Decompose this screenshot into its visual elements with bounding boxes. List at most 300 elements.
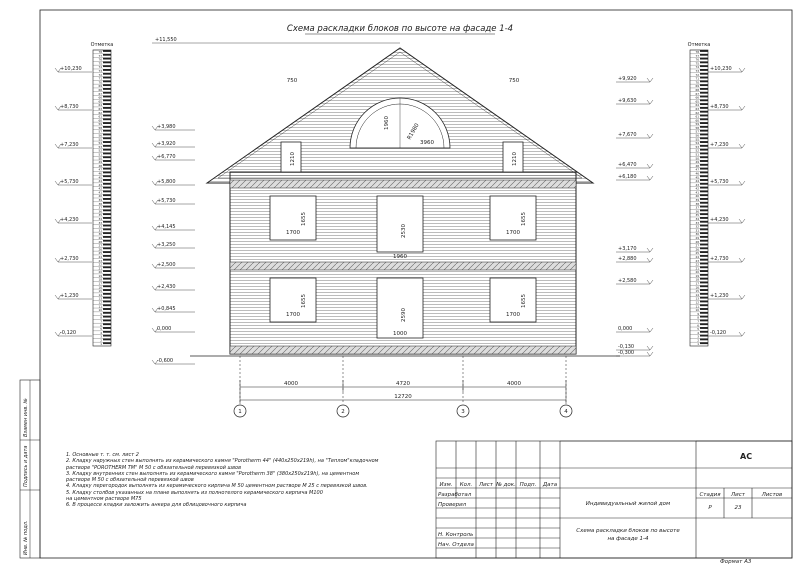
course-number: 66 <box>695 95 699 100</box>
course-number: 15 <box>695 289 699 294</box>
axis-label-4: 4 <box>564 409 568 415</box>
course-number: 47 <box>695 167 699 172</box>
course-block <box>700 232 708 234</box>
course-number: 67 <box>98 91 102 96</box>
course-block <box>103 335 111 337</box>
level-marks-right-outer <box>708 66 745 336</box>
dim-1655-b: 1655 <box>521 212 527 226</box>
course-block <box>700 297 708 299</box>
course-number: 34 <box>98 217 102 222</box>
note-line: на цементном растворе М75 <box>66 496 142 503</box>
level-mark: +5,730 <box>60 179 79 185</box>
dim-4000-left: 4000 <box>284 381 298 387</box>
level-marks-right-inner <box>616 76 653 356</box>
course-number: 28 <box>695 239 699 244</box>
course-block <box>700 80 708 82</box>
course-block <box>700 171 708 173</box>
course-number: 45 <box>695 175 699 180</box>
tb-header-3: № док. <box>496 482 516 488</box>
course-block <box>103 54 111 56</box>
course-number: 16 <box>98 285 102 290</box>
course-number: 12 <box>98 300 102 305</box>
course-block <box>700 319 708 321</box>
tb-role-3: Н. Контроль <box>438 532 474 538</box>
level-mark: +2,730 <box>710 256 729 262</box>
course-number: 2 <box>697 338 699 343</box>
course-block <box>103 300 111 302</box>
course-block <box>700 122 708 124</box>
course-block <box>103 297 111 299</box>
course-number: 26 <box>695 247 699 252</box>
course-block <box>700 118 708 120</box>
course-block <box>103 308 111 310</box>
course-number: 50 <box>695 156 699 161</box>
dim-1960-arch: 1960 <box>384 116 390 130</box>
course-number: 38 <box>98 201 102 206</box>
course-block <box>103 65 111 67</box>
course-block <box>700 289 708 291</box>
scale-right-header: Отметка <box>687 42 711 48</box>
note-line: 4. Кладку перегородок выполнять из керамического кирпича М 50 цементном растворе М 25 с перевязкой швов. <box>66 483 368 490</box>
course-number: 39 <box>98 198 102 203</box>
tb-role-0: Разработал <box>438 492 472 498</box>
course-number: 44 <box>98 179 102 184</box>
course-number: 60 <box>98 118 102 123</box>
course-number: 41 <box>98 190 102 195</box>
course-number: 56 <box>695 133 699 138</box>
course-block <box>700 84 708 86</box>
course-block <box>103 77 111 79</box>
level-mark: +10,230 <box>60 66 82 72</box>
course-block <box>700 111 708 113</box>
level-mark: -0,600 <box>157 358 174 364</box>
course-number: 76 <box>695 57 699 62</box>
course-block <box>103 156 111 158</box>
dim-r1980: R1980 <box>406 122 421 141</box>
course-number: 27 <box>98 243 102 248</box>
course-block <box>700 285 708 287</box>
course-number: 13 <box>695 296 699 301</box>
course-number: 8 <box>100 315 102 320</box>
dim-1700-b: 1700 <box>506 230 520 236</box>
course-block <box>103 316 111 318</box>
course-block <box>700 141 708 143</box>
course-block <box>700 240 708 242</box>
course-block <box>700 194 708 196</box>
level-marks-left-inner <box>152 124 195 364</box>
course-number: 16 <box>695 285 699 290</box>
course-block <box>700 156 708 158</box>
course-number: 11 <box>695 304 699 309</box>
course-block <box>700 183 708 185</box>
course-number: 71 <box>98 76 102 81</box>
course-block <box>103 263 111 265</box>
course-number: 7 <box>100 319 102 324</box>
tb-stage: Р <box>708 505 712 511</box>
course-block <box>700 69 708 71</box>
side-stamp-signature: Подпись и дата <box>23 445 29 487</box>
course-number: 46 <box>695 171 699 176</box>
course-block <box>700 244 708 246</box>
tb-sheets-label: Листов <box>761 492 783 498</box>
course-number: 54 <box>695 141 699 146</box>
level-mark: -0,120 <box>60 330 77 336</box>
course-block <box>700 217 708 219</box>
course-number: 23 <box>695 258 699 263</box>
course-block <box>700 274 708 276</box>
course-block <box>700 316 708 318</box>
course-block <box>103 259 111 261</box>
note-line: 5. Кладку столбов указанных на плане выполнять из полнотелого керамического кирпича М100 <box>66 489 323 496</box>
course-number: 34 <box>695 217 699 222</box>
course-block <box>103 331 111 333</box>
course-block <box>103 319 111 321</box>
course-block <box>103 88 111 90</box>
course-block <box>103 164 111 166</box>
course-number: 73 <box>695 69 699 74</box>
course-number: 30 <box>98 232 102 237</box>
course-block <box>103 312 111 314</box>
course-number: 67 <box>695 91 699 96</box>
course-number: 64 <box>98 103 102 108</box>
course-number: 78 <box>695 50 699 55</box>
course-number: 35 <box>98 213 102 218</box>
course-number: 52 <box>695 148 699 153</box>
course-number: 8 <box>697 315 699 320</box>
course-number: 46 <box>98 171 102 176</box>
level-mark: +3,170 <box>618 246 637 252</box>
level-mark: +1,230 <box>60 293 79 299</box>
level-mark: -0,120 <box>710 330 727 336</box>
tb-header-4: Подп. <box>519 482 537 488</box>
level-mark: +8,730 <box>710 104 729 110</box>
course-block <box>700 115 708 117</box>
course-block <box>700 54 708 56</box>
course-block <box>700 187 708 189</box>
tb-role-1: Проверил <box>438 502 467 508</box>
course-block <box>700 278 708 280</box>
course-number: 37 <box>695 205 699 210</box>
note-line: растворе М 50 с обязательной перевязкой швов <box>66 477 194 484</box>
course-block <box>700 65 708 67</box>
course-block <box>700 259 708 261</box>
course-block <box>700 312 708 314</box>
course-number: 14 <box>695 292 699 297</box>
dim-1700-d: 1700 <box>506 312 520 318</box>
course-number: 72 <box>695 72 699 77</box>
course-block <box>700 251 708 253</box>
level-mark: +7,670 <box>618 132 637 138</box>
course-number: 3 <box>697 334 699 339</box>
note-line: 3. Кладку внутренних стен выполнять из керамического камня "Porotherm 38" (380х250х219h), на цементном <box>66 470 360 477</box>
dim-2530: 2530 <box>401 224 407 238</box>
course-block <box>700 266 708 268</box>
course-block <box>103 255 111 257</box>
level-mark: +4,230 <box>60 217 79 223</box>
note-line: 6. В процессе кладки заложить анкера для облицовочного кирпича <box>66 502 247 509</box>
course-block <box>700 61 708 63</box>
course-block <box>103 107 111 109</box>
course-block <box>103 103 111 105</box>
course-block <box>103 179 111 181</box>
dim-1210-left: 1210 <box>290 152 296 166</box>
course-number: 1 <box>100 342 102 347</box>
course-block <box>700 77 708 79</box>
block-course-scale-left <box>93 50 111 346</box>
dim-1700-a: 1700 <box>286 230 300 236</box>
dim-1655-c: 1655 <box>301 294 307 308</box>
course-number: 40 <box>695 194 699 199</box>
course-block <box>700 107 708 109</box>
dim-1960-door: 1960 <box>393 254 407 260</box>
course-number: 29 <box>98 235 102 240</box>
course-number: 32 <box>98 224 102 229</box>
course-block <box>103 183 111 185</box>
course-number: 53 <box>98 144 102 149</box>
course-number: 70 <box>98 80 102 85</box>
level-mark: -0,130 <box>618 344 635 350</box>
course-number: 6 <box>100 323 102 328</box>
course-number: 15 <box>98 289 102 294</box>
course-block <box>103 171 111 173</box>
level-mark: +2,500 <box>157 262 176 268</box>
course-number: 19 <box>695 273 699 278</box>
course-number: 14 <box>98 292 102 297</box>
dim-750-right: 750 <box>508 78 520 84</box>
dim-4000-right: 4000 <box>507 381 521 387</box>
level-marks-left-outer <box>55 66 92 336</box>
course-number: 31 <box>695 228 699 233</box>
course-block <box>700 175 708 177</box>
level-mark: +2,880 <box>618 256 637 262</box>
dim-3960: 3960 <box>420 140 434 146</box>
tb-sheet-label: Лист <box>731 492 745 498</box>
level-mark: +5,730 <box>710 179 729 185</box>
course-number: 5 <box>697 327 699 332</box>
course-block <box>700 137 708 139</box>
course-number: 53 <box>695 144 699 149</box>
side-stamp-inventory: Инв. № подл. <box>23 520 29 555</box>
tb-format: Формат А3 <box>720 559 752 565</box>
course-number: 47 <box>98 167 102 172</box>
course-block <box>103 293 111 295</box>
course-block <box>700 149 708 151</box>
course-block <box>700 263 708 265</box>
course-block <box>700 304 708 306</box>
course-block <box>103 338 111 340</box>
course-number: 13 <box>98 296 102 301</box>
general-notes <box>66 452 441 509</box>
course-number: 69 <box>98 84 102 89</box>
level-mark: +3,920 <box>157 141 176 147</box>
course-block <box>103 118 111 120</box>
course-number: 50 <box>98 156 102 161</box>
course-block <box>700 190 708 192</box>
course-number: 61 <box>695 114 699 119</box>
scale-left-header: Отметка <box>90 42 114 48</box>
course-number: 22 <box>695 262 699 267</box>
course-number: 57 <box>695 129 699 134</box>
door-lower-center <box>377 278 423 338</box>
course-number: 24 <box>695 254 699 259</box>
course-block <box>700 92 708 94</box>
course-block <box>700 300 708 302</box>
course-block <box>700 221 708 223</box>
course-number: 77 <box>695 53 699 58</box>
course-number: 33 <box>695 220 699 225</box>
course-block <box>700 88 708 90</box>
course-number: 1 <box>697 342 699 347</box>
course-number: 4 <box>100 330 102 335</box>
course-number: 43 <box>695 182 699 187</box>
course-block <box>103 278 111 280</box>
tb-sheet: 23 <box>734 505 742 511</box>
course-block <box>700 236 708 238</box>
course-number: 62 <box>98 110 102 115</box>
course-number: 44 <box>695 179 699 184</box>
course-number: 40 <box>98 194 102 199</box>
level-mark: +5,800 <box>157 179 176 185</box>
course-block <box>103 327 111 329</box>
course-block <box>103 175 111 177</box>
course-block <box>700 293 708 295</box>
tb-role-4: Нач. Отдела <box>438 542 474 548</box>
course-number: 5 <box>100 327 102 332</box>
course-block <box>103 69 111 71</box>
course-number: 55 <box>695 137 699 142</box>
course-number: 6 <box>697 323 699 328</box>
course-block <box>103 194 111 196</box>
dim-1000: 1000 <box>393 331 407 337</box>
course-block <box>700 96 708 98</box>
course-block <box>103 270 111 272</box>
axis-label-2: 2 <box>341 409 345 415</box>
dim-750-left: 750 <box>286 78 298 84</box>
course-number: 11 <box>98 304 102 309</box>
course-block <box>103 240 111 242</box>
course-block <box>103 247 111 249</box>
course-number: 20 <box>98 270 102 275</box>
level-mark: +6,180 <box>618 174 637 180</box>
course-block <box>103 80 111 82</box>
course-block <box>103 145 111 147</box>
dim-12720: 12720 <box>394 394 412 400</box>
tb-project: Индивидуальный жилой дом <box>585 501 671 507</box>
course-block <box>103 160 111 162</box>
course-block <box>103 133 111 135</box>
tb-sheet-name-2: на фасаде 1-4 <box>607 536 649 542</box>
course-block <box>103 152 111 154</box>
course-number: 26 <box>98 247 102 252</box>
course-number: 76 <box>98 57 102 62</box>
course-block <box>103 111 111 113</box>
course-block <box>700 168 708 170</box>
course-number: 57 <box>98 129 102 134</box>
course-block <box>103 304 111 306</box>
level-mark: +10,230 <box>710 66 732 72</box>
level-mark: +6,470 <box>618 162 637 168</box>
level-mark: +1,230 <box>710 293 729 299</box>
course-block <box>700 213 708 215</box>
level-mark: +8,730 <box>60 104 79 110</box>
course-number: 36 <box>98 209 102 214</box>
course-number: 62 <box>695 110 699 115</box>
course-block <box>700 255 708 257</box>
tb-header-2: Лист <box>479 482 493 488</box>
level-mark: +9,920 <box>618 76 637 82</box>
course-number: 52 <box>98 148 102 153</box>
course-number: 21 <box>695 266 699 271</box>
course-number: 10 <box>98 308 102 313</box>
course-block <box>103 58 111 60</box>
course-block <box>700 152 708 154</box>
tb-stage-label: Стадия <box>699 492 721 498</box>
course-number: 51 <box>695 152 699 157</box>
course-block <box>700 327 708 329</box>
course-number: 69 <box>695 84 699 89</box>
course-block <box>103 198 111 200</box>
course-number: 33 <box>98 220 102 225</box>
course-number: 61 <box>98 114 102 119</box>
course-block <box>103 225 111 227</box>
course-number: 70 <box>695 80 699 85</box>
note-line: растворе "POROTHERM TM" M 50 с обязательной перевязкой швов <box>66 464 242 471</box>
course-block <box>103 190 111 192</box>
course-block <box>103 232 111 234</box>
course-number: 49 <box>695 160 699 165</box>
course-number: 31 <box>98 228 102 233</box>
level-mark: +4,145 <box>157 224 176 230</box>
course-block <box>103 137 111 139</box>
course-number: 17 <box>695 281 699 286</box>
level-mark: +2,730 <box>60 256 79 262</box>
course-number: 75 <box>695 61 699 66</box>
course-number: 3 <box>100 334 102 339</box>
course-block <box>700 331 708 333</box>
course-block <box>700 179 708 181</box>
course-block <box>103 122 111 124</box>
course-number: 43 <box>98 182 102 187</box>
course-block <box>103 73 111 75</box>
course-block <box>103 187 111 189</box>
course-number: 37 <box>98 205 102 210</box>
course-number: 18 <box>98 277 102 282</box>
course-block <box>700 160 708 162</box>
course-block <box>700 206 708 208</box>
level-mark: +5,730 <box>157 198 176 204</box>
course-number: 58 <box>695 125 699 130</box>
level-mark: +3,250 <box>157 242 176 248</box>
course-block <box>700 323 708 325</box>
level-mark: +2,430 <box>157 284 176 290</box>
course-block <box>700 103 708 105</box>
course-block <box>103 228 111 230</box>
course-block <box>103 274 111 276</box>
course-block <box>700 281 708 283</box>
course-number: 19 <box>98 273 102 278</box>
course-number: 42 <box>98 186 102 191</box>
course-block <box>103 141 111 143</box>
level-mark: +4,230 <box>710 217 729 223</box>
dim-1655-a: 1655 <box>301 212 307 226</box>
tb-header-0: Изм. <box>439 482 453 488</box>
course-number: 9 <box>697 311 699 316</box>
level-mark: +7,230 <box>710 142 729 148</box>
course-number: 12 <box>695 300 699 305</box>
course-block <box>700 164 708 166</box>
course-number: 48 <box>695 163 699 168</box>
axis-label-3: 3 <box>461 409 465 415</box>
